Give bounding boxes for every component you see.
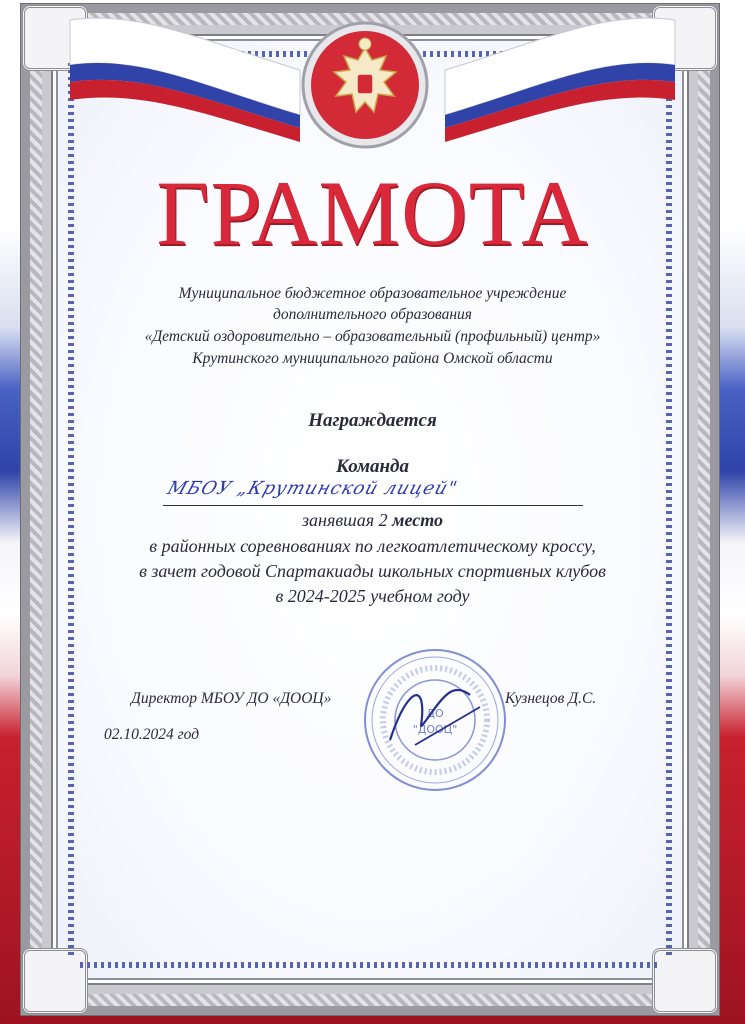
description-line-3: в 2024-2025 учебном году — [275, 586, 470, 606]
frame-corner — [22, 948, 88, 1014]
frame-corner — [652, 948, 718, 1014]
description-line-2: в зачет годовой Спартакиады школьных спортивных клубов — [139, 561, 606, 581]
org-line-4: Крутинского муниципального района Омской области — [192, 350, 553, 367]
director-label: Директор МБОУ ДО «ДООЦ» — [131, 690, 332, 707]
certificate-date: 02.10.2024 год — [104, 726, 200, 743]
org-line-3: «Детский оздоровительно – образовательный (профильный) центр» — [144, 328, 601, 345]
team-label: Команда — [336, 456, 409, 477]
coat-of-arms-icon — [300, 20, 430, 150]
svg-text:ДО: ДО — [426, 707, 444, 720]
team-name-handwritten: МБОУ „Крутинской лицей" — [164, 478, 461, 499]
place-word: место — [392, 510, 443, 530]
svg-text:"ДООЦ": "ДООЦ" — [412, 723, 458, 736]
official-stamp — [360, 645, 510, 795]
place-text: занявшая 2 — [302, 510, 393, 530]
description-line-1: в районных соревнованиях по легкоатлетическому кроссу, — [149, 536, 596, 556]
dotted-border-bottom — [80, 962, 660, 968]
org-line-2: дополнительного образования — [273, 306, 472, 323]
place-line — [0, 510, 745, 531]
org-line-1: Муниципальное бюджетное образовательное учреждение — [178, 285, 567, 302]
team-name-underline — [163, 505, 583, 506]
awarded-heading: Награждается — [308, 410, 437, 431]
certificate-title: ГРАМОТА — [156, 162, 589, 264]
director-name: Кузнецов Д.С. — [505, 690, 597, 707]
